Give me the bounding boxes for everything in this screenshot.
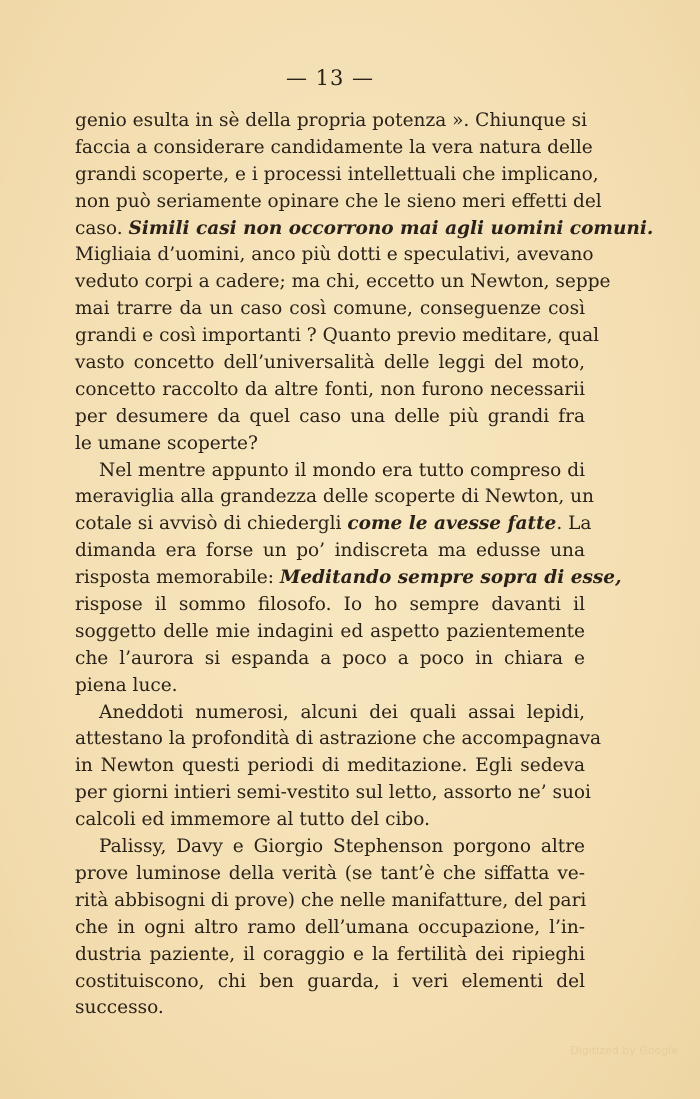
line-text: concetto raccolto da altre fonti, non furono necessarii <box>75 378 585 400</box>
text-line <box>75 162 599 189</box>
text-line <box>75 780 591 807</box>
page-number: — 13 — <box>285 66 375 90</box>
line-text: soggetto delle mie indagini ed aspetto pazientemente <box>75 620 585 642</box>
text-line <box>75 108 585 135</box>
line-text: Palissy, Davy e Giorgio Stephenson porgono altre <box>99 836 585 858</box>
line-text: veduto corpi a cadere; ma chi, eccetto un Newton, seppe <box>75 271 611 293</box>
text-line <box>75 807 585 834</box>
text-line <box>75 673 585 700</box>
text-line <box>75 753 585 780</box>
line-text: cotale si avvisò di chiedergli <box>75 513 348 535</box>
text-line <box>75 269 611 296</box>
text-line <box>75 565 622 592</box>
text-line <box>75 995 585 1022</box>
text-line <box>75 592 585 619</box>
text-line <box>75 296 585 323</box>
text-line <box>75 646 585 673</box>
line-text: attestano la profondità di astrazione che accompagnava <box>75 728 602 750</box>
line-text: in Newton questi periodi di meditazione. Egli sedeva <box>75 755 585 777</box>
emphasized-text: Simili casi non occorrono mai agli uomini comuni. <box>128 217 654 239</box>
text-line <box>75 511 592 538</box>
text-line <box>75 242 594 269</box>
line-text: le umane scoperte? <box>75 432 258 454</box>
text-line <box>75 888 585 915</box>
text-line <box>75 377 585 404</box>
line-text: dimanda era forse un po’ indiscreta ma edusse una <box>75 540 585 562</box>
line-text: calcoli ed immemore al tutto del cibo. <box>75 809 430 831</box>
line-text: genio esulta in sè della propria potenza ». Chiunque si <box>75 110 587 131</box>
line-text: non può seriamente opinare che le sieno meri effetti del <box>75 190 602 212</box>
text-line <box>75 323 600 350</box>
text-line <box>75 915 585 942</box>
line-text: risposta memorabile: <box>75 567 280 589</box>
text-line <box>75 350 585 377</box>
text-line <box>75 969 585 996</box>
text-line <box>75 700 585 727</box>
text-line <box>75 189 602 216</box>
text-line <box>75 484 594 511</box>
text-line <box>75 135 593 162</box>
text-line <box>75 216 654 243</box>
line-text: che l’aurora si espanda a poco a poco in chiara e <box>75 647 585 669</box>
line-text: prove luminose della verità (se tant’è che siffatta ve- <box>75 862 585 884</box>
text-line <box>75 458 585 485</box>
emphasized-text: Meditando sempre sopra di esse, <box>279 567 622 589</box>
line-text: grandi e così importanti ? Quanto previo meditare, qual <box>75 325 600 347</box>
watermark: Digitized by Google <box>570 1044 678 1057</box>
line-text: per giorni intieri semi-vestito sul letto, assorto ne’ suoi <box>75 782 591 804</box>
emphasized-text: come le avesse fatte <box>347 513 557 535</box>
line-text: vasto concetto dell’universalità delle leggi del moto, <box>75 352 585 374</box>
text-line <box>75 834 585 861</box>
text-line <box>75 942 585 969</box>
line-text: . La <box>556 513 592 535</box>
line-text: rispose il sommo filosofo. Io ho sempre davanti il <box>75 594 585 616</box>
text-line <box>75 404 585 431</box>
line-text: grandi scoperte, e i processi intellettuali che implicano, <box>75 163 599 185</box>
text-line <box>75 619 585 646</box>
line-text: mai trarre da un caso così comune, conseguenze così <box>75 298 585 320</box>
line-text: caso. <box>75 217 129 239</box>
line-text: successo. <box>75 997 164 1019</box>
line-text: rità abbisogni di prove) che nelle manifatture, del pari <box>75 889 587 911</box>
line-text: dustria paziente, il coraggio e la fertilità dei ripieghi <box>75 943 585 965</box>
line-text: costituiscono, chi ben guarda, i veri elementi del <box>75 970 585 992</box>
line-text: Nel mentre appunto il mondo era tutto compreso di <box>99 459 585 481</box>
line-text: Migliaia d’uomini, anco più dotti e speculativi, avevano <box>75 244 594 266</box>
line-text: che in ogni altro ramo dell’umana occupazione, l’in- <box>75 916 585 938</box>
line-text: piena luce. <box>75 674 178 696</box>
text-line <box>75 861 585 888</box>
line-text: meraviglia alla grandezza delle scoperte di Newton, un <box>75 486 594 508</box>
line-text: Aneddoti numerosi, alcuni dei quali assai lepidi, <box>99 701 585 723</box>
text-line <box>75 538 585 565</box>
body-text <box>75 108 654 1022</box>
text-line <box>75 431 585 458</box>
text-line <box>75 726 602 753</box>
line-text: per desumere da quel caso una delle più grandi fra <box>75 405 585 427</box>
line-text: faccia a considerare candidamente la vera natura delle <box>75 136 593 158</box>
